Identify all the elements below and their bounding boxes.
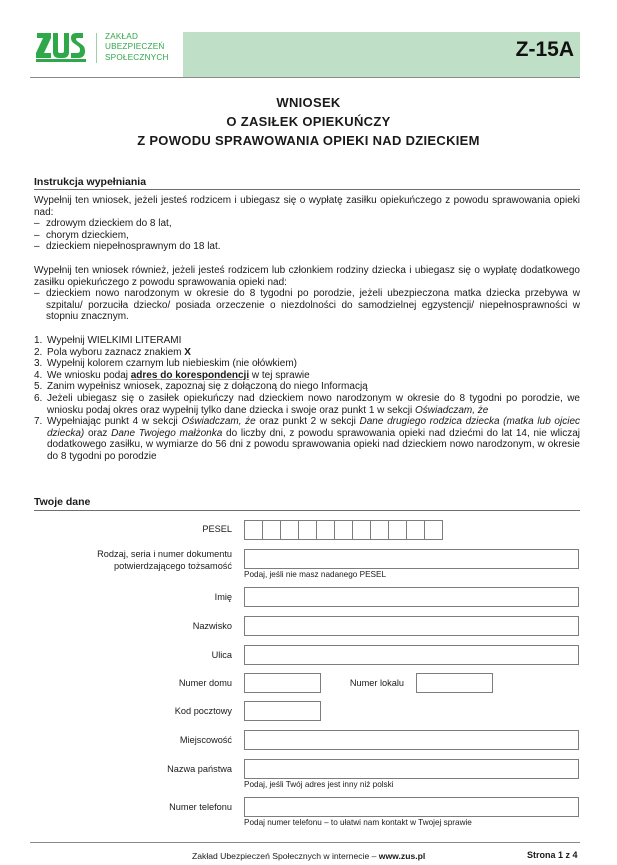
- step-text: [47, 370, 580, 382]
- city-label: Miejscowość: [179, 735, 232, 745]
- dash-bullet: –: [34, 288, 40, 300]
- institution-name-line: ZAKŁAD: [105, 32, 139, 41]
- list-item-text: chorym dzieckiem,: [46, 229, 129, 241]
- step-text-part: oraz punkt 2 w sekcji: [255, 416, 360, 428]
- step-number: 7.: [34, 416, 43, 428]
- house-number-input[interactable]: [244, 673, 321, 693]
- institution-name-line: UBEZPIECZEŃ: [105, 42, 165, 52]
- instructions-steps: [34, 335, 580, 463]
- form-code: Z-15A: [515, 38, 574, 61]
- pesel-field[interactable]: [244, 520, 443, 540]
- identity-document-label: [40, 548, 232, 572]
- step-item: [34, 358, 580, 370]
- step-number: 4.: [34, 369, 43, 381]
- pesel-digit-box[interactable]: [406, 520, 425, 540]
- step-number: 6.: [34, 392, 43, 404]
- step-mark-symbol: X: [184, 346, 191, 358]
- step-item: [34, 381, 580, 393]
- identity-document-label-line: potwierdzającego tożsamość: [114, 561, 232, 571]
- step-number: 1.: [34, 335, 43, 346]
- logo-divider: [96, 33, 97, 63]
- identity-document-hint: Podaj, jeśli nie masz nadanego PESEL: [244, 570, 387, 579]
- phone-hint: Podaj numer telefonu – to ułatwi nam kontakt w Twojej sprawie: [244, 818, 472, 827]
- instructions-paragraph-2: [34, 265, 580, 323]
- list-item: [34, 218, 580, 230]
- country-hint: Podaj, jeśli Twój adres jest inny niż polski: [244, 780, 394, 789]
- postal-code-input[interactable]: [244, 701, 321, 721]
- step-section-reference: Dane drugiego rodzica dziecka (matka lub ojciec dziecka): [47, 416, 581, 439]
- dash-bullet: –: [34, 229, 40, 241]
- list-item-text: zdrowym dzieckiem do 8 lat,: [46, 218, 172, 230]
- phone-label: Numer telefonu: [169, 802, 232, 812]
- your-data-divider: [34, 510, 580, 511]
- step-number: 2.: [34, 346, 43, 358]
- list-item: [34, 288, 580, 323]
- pesel-digit-box[interactable]: [334, 520, 353, 540]
- country-input[interactable]: [244, 759, 579, 779]
- step-item: [34, 416, 580, 462]
- first-name-input[interactable]: [244, 587, 579, 607]
- step-text-part: Jeżeli ubiegasz się o zasiłek opiekuńczy nad dzieckiem nowo narodzonym w okresie do 8 tygodni po porodzie, we wniosku podaj okres oraz wypełnij tylko dane dziecka i swoje oraz punkt 1 w sekcji: [47, 392, 580, 416]
- postal-code-label: Kod pocztowy: [174, 706, 232, 716]
- pesel-digit-box[interactable]: [388, 520, 407, 540]
- step-text: Zanim wypełnisz wniosek, zapoznaj się z dołączoną do niego Informacją: [47, 381, 368, 393]
- city-input[interactable]: [244, 730, 579, 750]
- step-item: [34, 393, 580, 416]
- step-text-part: w tej sprawie: [249, 369, 310, 381]
- step-number: 5.: [34, 381, 43, 393]
- zus-logo-icon: [36, 31, 86, 63]
- pesel-digit-box[interactable]: [352, 520, 371, 540]
- street-input[interactable]: [244, 645, 579, 665]
- instructions-heading: Instrukcja wypełniania: [34, 176, 147, 188]
- dash-bullet: –: [34, 241, 40, 253]
- step-text: Wypełnij kolorem czarnym lub niebieskim (nie ołówkiem): [47, 358, 297, 370]
- your-data-heading: Twoje dane: [34, 496, 91, 508]
- paragraph-text: Wypełnij ten wniosek również, jeżeli jesteś rodzicem lub członkiem rodziny dziecka i ubiegasz się o wypłatę dodatkowego zasiłku opiekuńczego z powodu sprawowania opieki nad:: [34, 265, 580, 288]
- form-title-line-1: WNIOSEK: [276, 95, 341, 110]
- page-number: Strona 1 z 4: [527, 850, 578, 860]
- step-text: [47, 393, 580, 416]
- last-name-input[interactable]: [244, 616, 579, 636]
- apartment-number-label: Numer lokalu: [349, 678, 404, 688]
- form-title-line-3: Z POWODU SPRAWOWANIA OPIEKI NAD DZIECKIEM: [137, 133, 480, 148]
- step-section-reference: Oświadczam, że: [414, 404, 489, 416]
- step-number: 3.: [34, 358, 43, 370]
- phone-input[interactable]: [244, 797, 579, 817]
- country-label: Nazwa państwa: [167, 764, 232, 774]
- step-item: [34, 347, 580, 359]
- paragraph-text: Wypełnij ten wniosek, jeżeli jesteś rodzicem i ubiegasz się o wypłatę zasiłku opiekuńczego z powodu sprawowania opieki nad:: [34, 195, 580, 218]
- step-section-reference: Oświadczam, że: [181, 416, 256, 428]
- step-text: [47, 416, 580, 462]
- instructions-paragraph-1: [34, 195, 580, 253]
- step-item: [34, 370, 580, 382]
- first-name-label: Imię: [214, 592, 232, 602]
- house-number-label: Numer domu: [178, 678, 232, 688]
- pesel-digit-box[interactable]: [262, 520, 281, 540]
- pesel-digit-box[interactable]: [280, 520, 299, 540]
- step-text-part: We wniosku podaj: [47, 369, 131, 381]
- street-label: Ulica: [211, 650, 232, 660]
- list-item: [34, 230, 580, 242]
- identity-document-input[interactable]: [244, 549, 579, 569]
- apartment-number-input[interactable]: [416, 673, 493, 693]
- step-text-part: oraz: [84, 427, 112, 439]
- footer-info: [192, 851, 425, 861]
- institution-name: [105, 32, 169, 63]
- list-item-text: dzieckiem nowo narodzonym w okresie do 8 tygodni po porodzie, jeżeli ubezpieczona matka dziecka przebywa w szpitalu/ porzuciła dziecko/ posiada orzeczenie o niezdolności do samodzielnej egzystencji/ niepełnosprawności w stopniu znacznym.: [46, 288, 580, 323]
- footer-info-text: Zakład Ubezpieczeń Społecznych w internecie –: [192, 851, 379, 861]
- form-title-line-2: O ZASIŁEK OPIEKUŃCZY: [226, 114, 391, 129]
- step-emphasis: adres do korespondencji: [130, 369, 250, 381]
- pesel-digit-box[interactable]: [370, 520, 389, 540]
- pesel-digit-box[interactable]: [298, 520, 317, 540]
- last-name-label: Nazwisko: [192, 621, 232, 631]
- step-text-part: Pola wyboru zaznacz znakiem: [47, 346, 185, 358]
- list-item-text: dzieckiem niepełnosprawnym do 18 lat.: [46, 241, 221, 253]
- step-item: [34, 335, 580, 347]
- step-text-part: Wypełniając punkt 4 w sekcji: [47, 416, 182, 428]
- institution-name-line: SPOŁECZNYCH: [105, 52, 169, 62]
- step-text: Wypełnij WIELKIMI LITERAMI: [47, 335, 182, 346]
- pesel-label: PESEL: [202, 524, 232, 534]
- footer-website-link[interactable]: www.zus.pl: [378, 851, 426, 861]
- header-divider: [30, 77, 580, 78]
- step-text: [47, 347, 580, 359]
- footer-divider: [30, 842, 580, 843]
- pesel-digit-box[interactable]: [424, 520, 443, 540]
- step-text-part: do liczby dni, z powodu sprawowania opieki nad dziećmi do lat 14, nie wliczaj dodatkowego zasiłku, w wymiarze do 56 dni z powodu sprawowania opieki nad dzieckiem nowo narodzonym, w okresie do 8 tygodni po porodzie: [47, 427, 580, 462]
- instructions-divider: [34, 189, 580, 190]
- step-section-reference: Dane Twojego małżonka: [111, 427, 223, 439]
- pesel-digit-box[interactable]: [244, 520, 263, 540]
- list-item: [34, 241, 580, 253]
- pesel-digit-box[interactable]: [316, 520, 335, 540]
- dash-bullet: –: [34, 218, 40, 230]
- identity-document-label-line: Rodzaj, seria i numer dokumentu: [97, 549, 232, 559]
